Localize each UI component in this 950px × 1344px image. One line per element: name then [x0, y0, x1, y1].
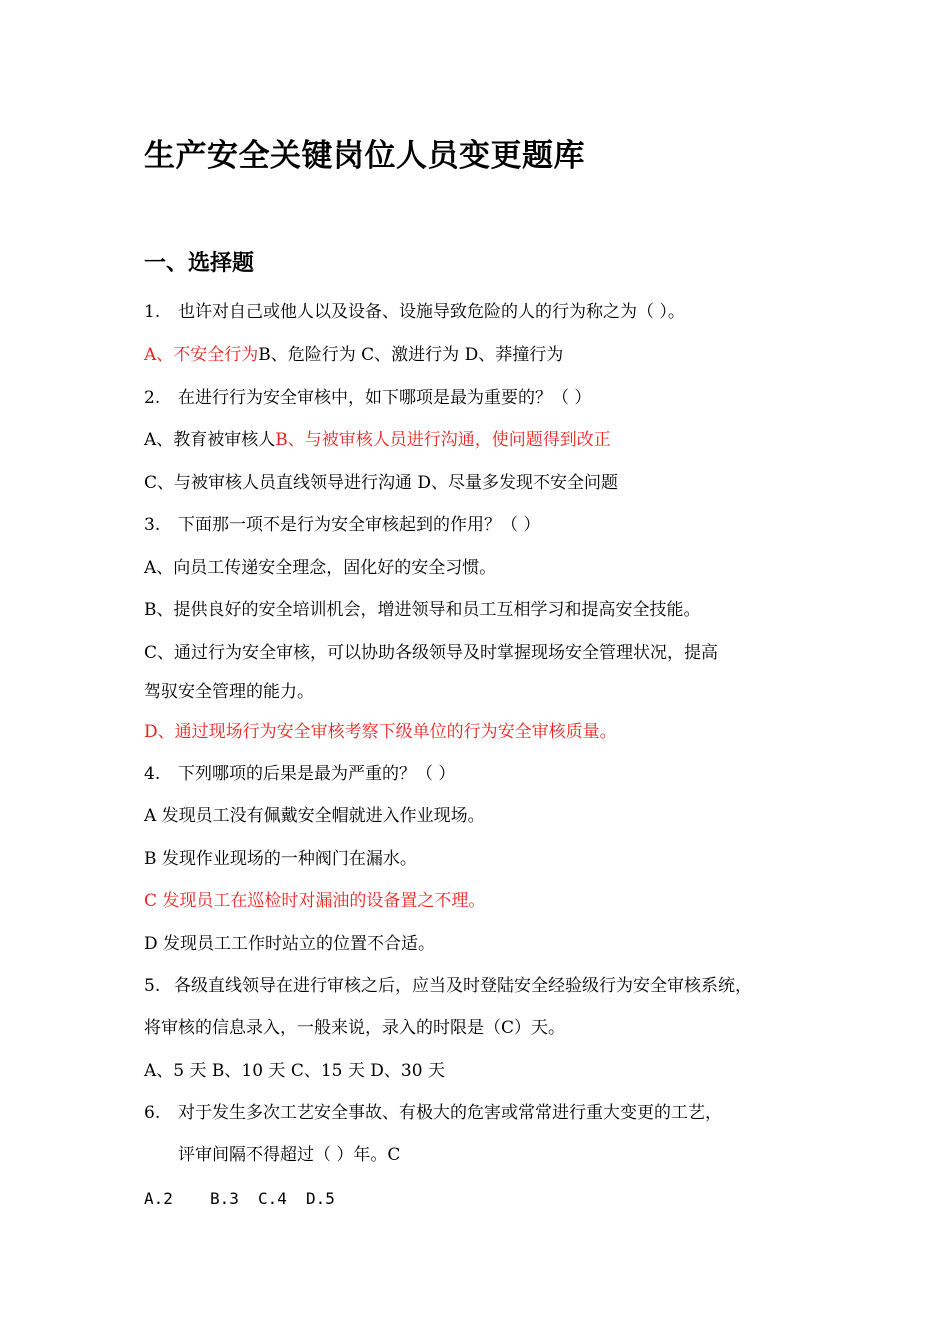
question-number: 4. — [144, 764, 161, 784]
option-a: A.2 — [144, 1189, 173, 1208]
question-4 — [144, 762, 455, 786]
question-5-cont: 将审核的信息录入，一般来说，录入的时限是（C）天。 — [144, 1018, 566, 1038]
question-text: 也许对自己或他人以及设备、设施导致危险的人的行为称之为（ ）。 — [178, 302, 685, 322]
question-6-options — [144, 1187, 335, 1211]
question-4-option-b: B 发现作业现场的一种阀门在漏水。 — [144, 849, 417, 869]
question-number: 5. — [144, 976, 161, 996]
question-3-option-c: C、通过行为安全审核，可以协助各级领导及时掌握现场安全管理状况，提高 — [144, 643, 719, 663]
section-heading: 一、选择题 — [144, 251, 255, 276]
question-2 — [144, 386, 591, 410]
option-b: B.3 — [210, 1189, 239, 1208]
question-number: 2. — [144, 388, 161, 408]
question-text: 对于发生多次工艺安全事故、有极大的危害或常常进行重大变更的工艺， — [178, 1103, 722, 1123]
question-4-option-a: A 发现员工没有佩戴安全帽就进入作业现场。 — [144, 806, 485, 826]
correct-answer: A、不安全行为 — [144, 345, 259, 365]
question-text: 在进行行为安全审核中，如下哪项是最为重要的？（ ） — [178, 388, 592, 408]
question-2-options-cd: C、与被审核人员直线领导进行沟通 D、尽量多发现不安全问题 — [144, 473, 619, 493]
options-text: B、危险行为 C、激进行为 D、莽撞行为 — [258, 345, 564, 365]
question-text: 下列哪项的后果是最为严重的？（ ） — [178, 764, 456, 784]
question-3-option-b: B、提供良好的安全培训机会，增进领导和员工互相学习和提高安全技能。 — [144, 600, 701, 620]
option-c: C.4 — [258, 1189, 287, 1208]
question-number: 1. — [144, 302, 161, 322]
question-4-option-d: D 发现员工工作时站立的位置不合适。 — [144, 934, 436, 954]
question-number: 6. — [144, 1103, 161, 1123]
option-d: D.5 — [306, 1189, 335, 1208]
question-3-option-c-cont: 驾驭安全管理的能力。 — [144, 682, 314, 702]
question-text: 下面那一项不是行为安全审核起到的作用？（ ） — [178, 515, 541, 535]
question-number: 3. — [144, 515, 161, 535]
document-title: 生产安全关键岗位人员变更题库 — [144, 138, 585, 174]
correct-answer: C 发现员工在巡检时对漏油的设备置之不理。 — [144, 891, 486, 911]
question-6 — [144, 1101, 722, 1125]
question-5 — [144, 974, 752, 998]
question-1-options — [144, 343, 563, 367]
question-5-options: A、5 天 B、10 天 C、15 天 D、30 天 — [144, 1061, 445, 1081]
option-a: A、教育被审核人 — [144, 430, 276, 450]
question-2-options-ab — [144, 428, 611, 452]
question-1 — [144, 300, 685, 324]
correct-answer: B、与被审核人员进行沟通，使问题得到改正 — [275, 430, 611, 450]
question-text: 各级直线领导在进行审核之后，应当及时登陆安全经验级行为安全审核系统， — [174, 976, 752, 996]
correct-answer: D、通过现场行为安全审核考察下级单位的行为安全审核质量。 — [144, 722, 617, 742]
question-3 — [144, 513, 540, 537]
question-3-option-a: A、向员工传递安全理念，固化好的安全习惯。 — [144, 558, 497, 578]
question-6-cont: 评审间隔不得超过（ ）年。C — [178, 1145, 401, 1165]
